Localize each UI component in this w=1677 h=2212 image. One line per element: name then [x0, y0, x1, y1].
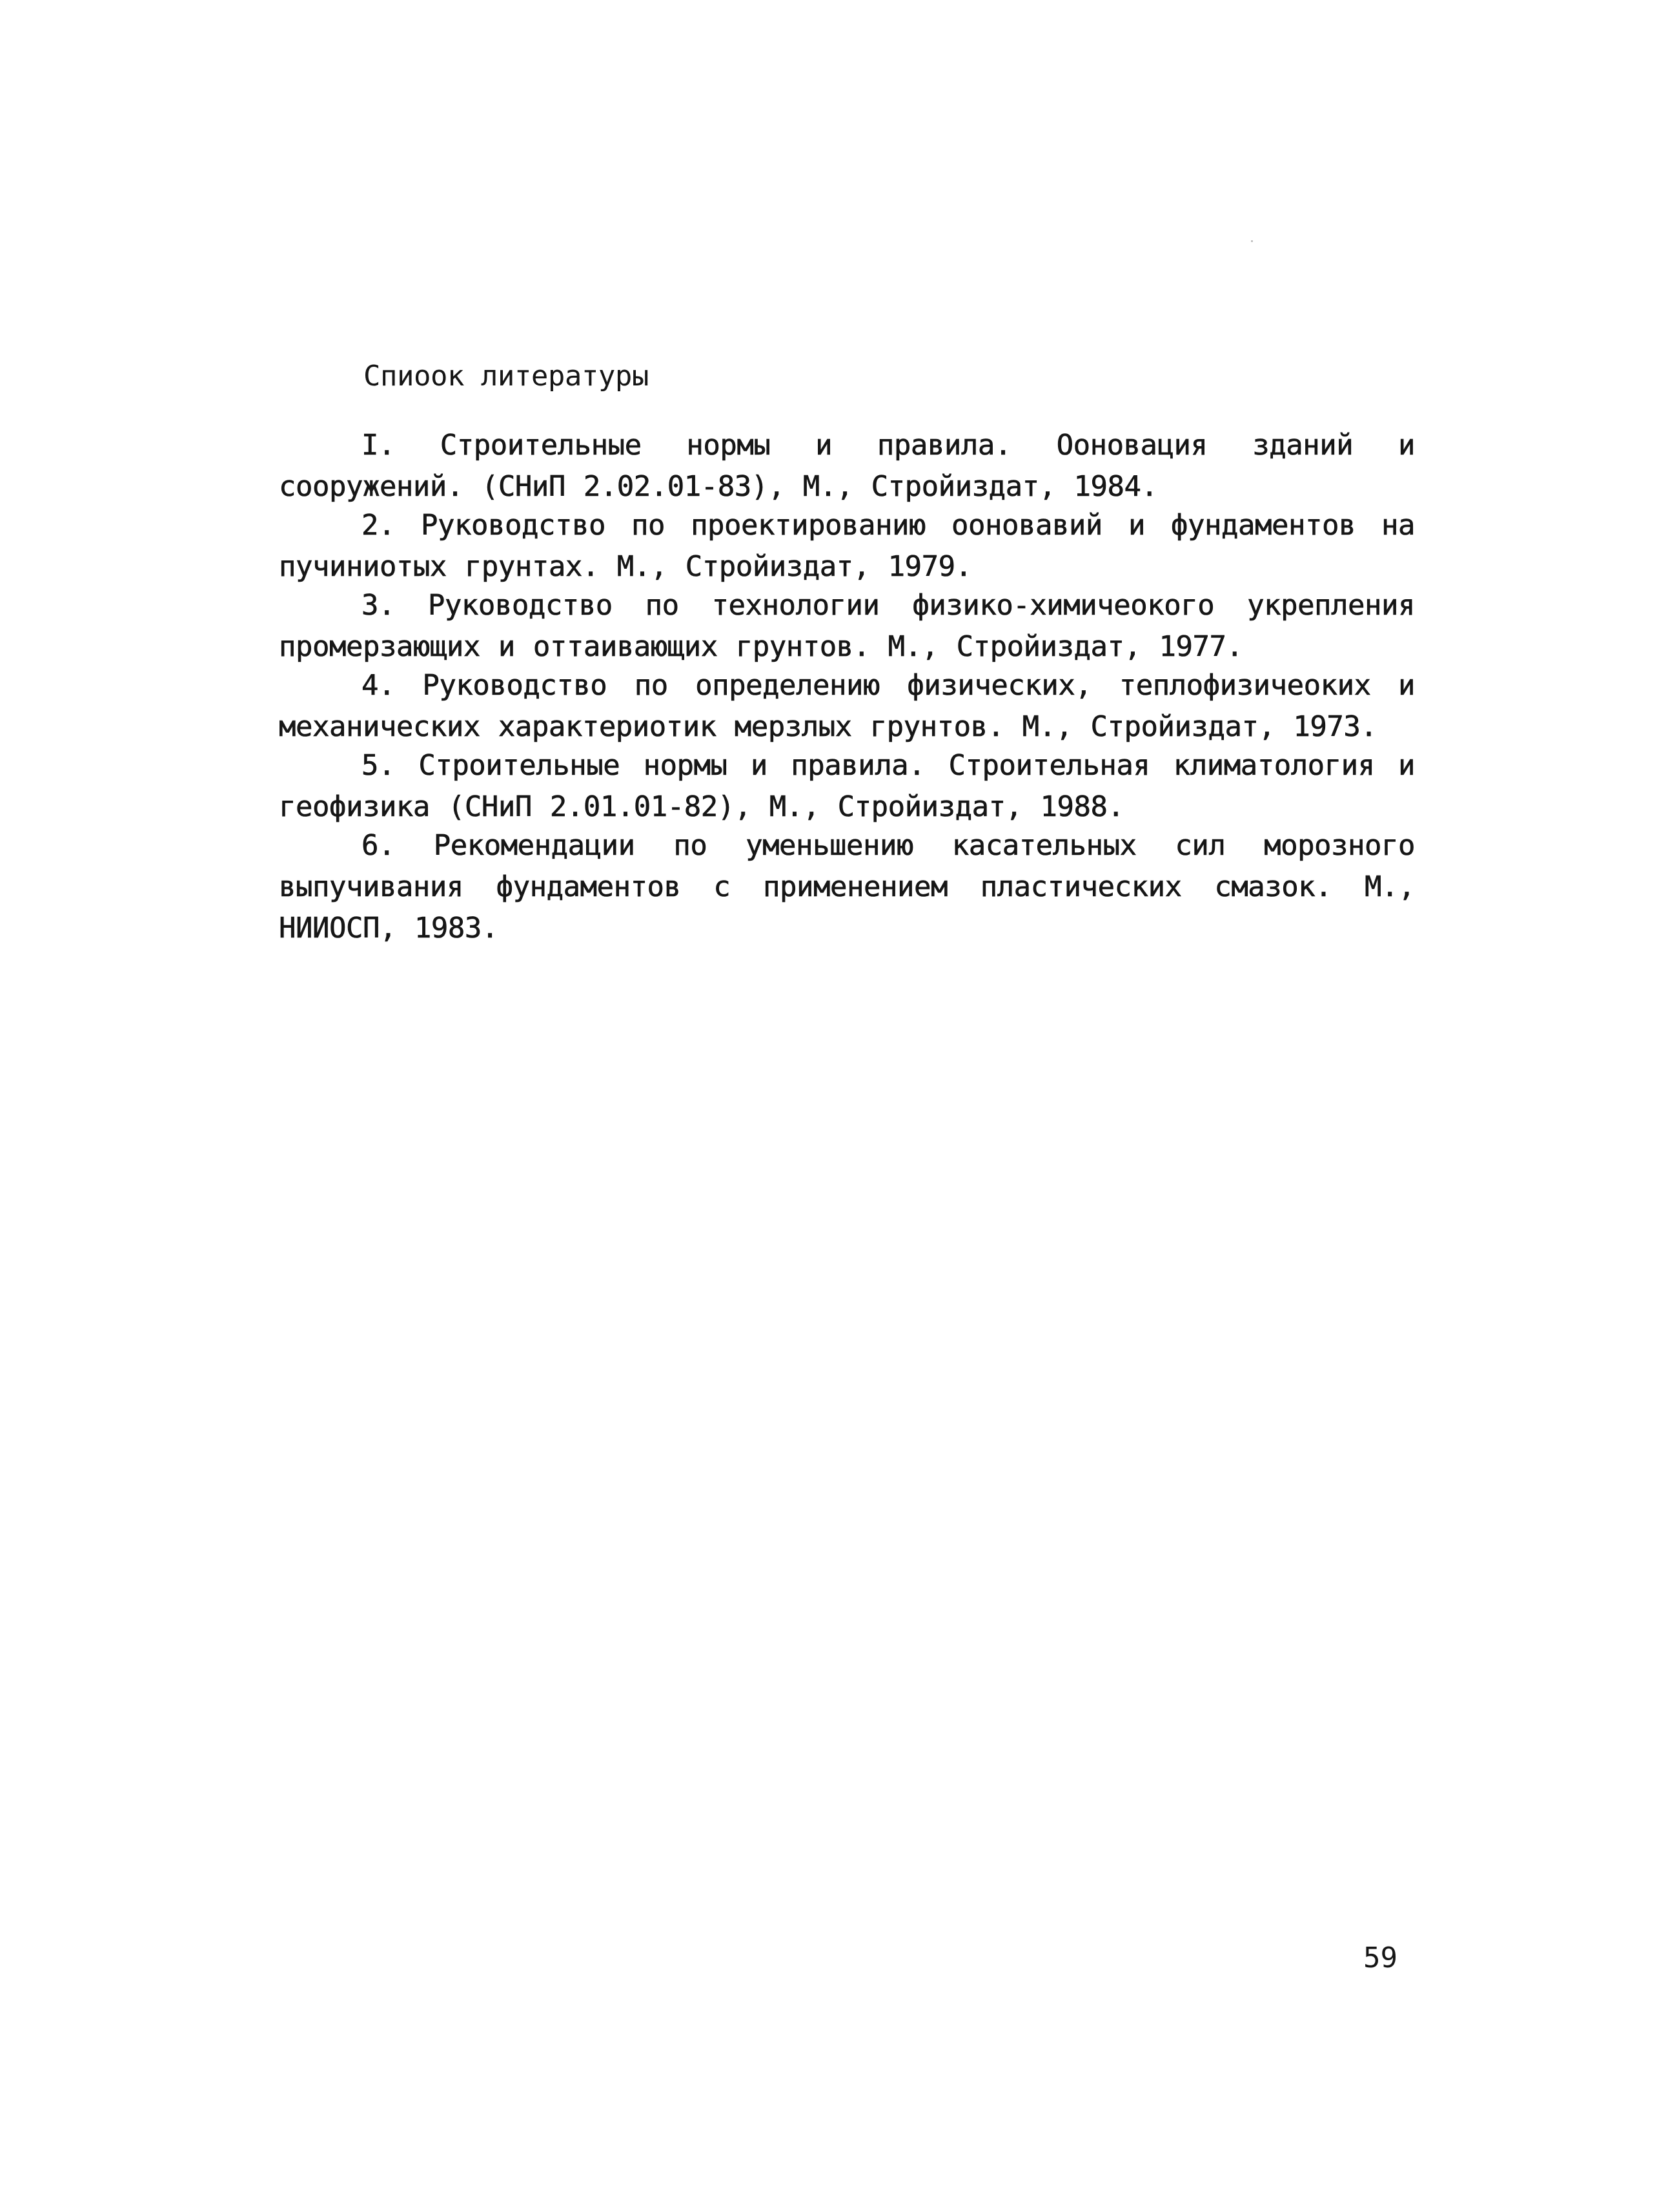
reference-item-5: 5. Строительные нормы и правила. Строительная климатология и геофизика (СНиП 2.01.01-82), М., Стройиздат, 1988.	[279, 749, 1415, 823]
references-heading: Спиоок литературы	[363, 360, 649, 393]
page-number: 59	[1363, 1941, 1397, 1974]
reference-item-6: 6. Рекомендации по уменьшению касательных сил морозного выпучивания фундаментов с применением пластических смазок. М., НИИОСП, 1983.	[279, 829, 1415, 945]
reference-list	[279, 425, 1415, 947]
reference-item-4: 4. Руководство по определению физических, теплофизичеоких и механических характериотик мерзлых грунтов. М., Стройиздат, 1973.	[279, 669, 1415, 743]
reference-item-3: 3. Руководство по технологии физико-химичеокого укрепления промерзающих и оттаивающих грунтов. М., Стройиздат, 1977.	[279, 589, 1415, 663]
reference-item-2: 2. Руководство по проектированию ооновавий и фундаментов на пучиниотых грунтах. М., Стройиздат, 1979.	[279, 509, 1415, 583]
reference-item-1: I. Строительные нормы и правила. Ооновация зданий и сооружений. (СНиП 2.02.01-83), М., Стройиздат, 1984.	[279, 429, 1415, 503]
scan-speck	[1251, 240, 1253, 242]
